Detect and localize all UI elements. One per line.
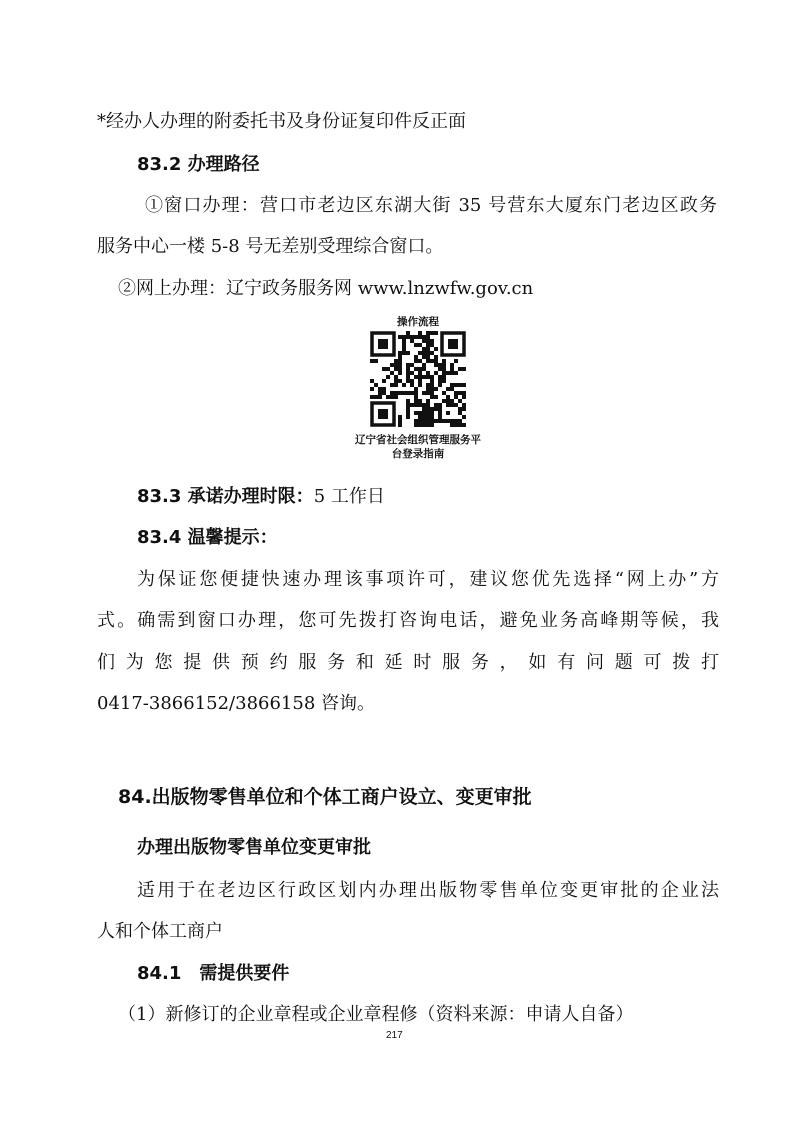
qr-module — [450, 363, 454, 367]
qr-module — [434, 363, 438, 367]
qr-module — [462, 383, 466, 387]
qr-module — [434, 331, 438, 335]
qr-module — [430, 351, 434, 355]
qr-module — [422, 351, 426, 355]
paragraph-line: 式。确需到窗口办理，您可先拨打咨询电话，避免业务高峰期等候，我 — [97, 610, 719, 631]
qr-module — [410, 339, 414, 343]
qr-module — [450, 423, 454, 427]
qr-module — [370, 359, 374, 363]
qr-module — [406, 331, 410, 335]
paragraph-line: 适用于在老边区行政区划内办理出版物零售单位变更审批的企业法 — [137, 880, 719, 901]
qr-module — [434, 355, 438, 359]
qr-module — [402, 383, 406, 387]
qr-module — [462, 395, 466, 399]
qr-module — [434, 387, 438, 391]
qr-module — [422, 339, 426, 343]
qr-module — [410, 335, 414, 339]
qr-module — [370, 379, 374, 383]
qr-code-image[interactable] — [370, 331, 466, 427]
qr-module — [450, 383, 454, 387]
qr-module — [462, 391, 466, 395]
qr-module — [454, 403, 458, 407]
qr-module — [426, 391, 430, 395]
qr-module — [426, 387, 430, 391]
qr-module — [398, 335, 402, 339]
qr-module — [422, 423, 426, 427]
qr-module — [454, 423, 458, 427]
qr-module — [442, 375, 446, 379]
qr-module — [414, 399, 418, 403]
qr-module — [450, 371, 454, 375]
qr-module — [438, 383, 442, 387]
qr-module — [434, 371, 438, 375]
section-heading-83-3 — [137, 482, 385, 508]
qr-module — [454, 391, 458, 395]
qr-module — [374, 395, 378, 399]
qr-module — [430, 387, 434, 391]
qr-module — [390, 391, 394, 395]
qr-module — [458, 383, 462, 387]
qr-module — [418, 419, 422, 423]
qr-module — [398, 379, 402, 383]
qr-module — [414, 387, 418, 391]
note-line: *经办人办理的附委托书及身份证复印件反正面 — [97, 111, 466, 132]
qr-module — [446, 371, 450, 375]
qr-module — [458, 423, 462, 427]
qr-module — [430, 415, 434, 419]
qr-module — [430, 359, 434, 363]
qr-module — [426, 375, 430, 379]
qr-module — [462, 403, 466, 407]
qr-module — [418, 351, 422, 355]
qr-module — [418, 359, 422, 363]
qr-module — [406, 335, 410, 339]
qr-module — [414, 355, 418, 359]
qr-module — [450, 403, 454, 407]
qr-module — [454, 419, 458, 423]
paragraph-line: 们为您提供预约服务和延时服务，如有问题可拨打 — [97, 652, 719, 673]
qr-module — [414, 335, 418, 339]
qr-module — [378, 391, 382, 395]
qr-module — [422, 419, 426, 423]
qr-module — [450, 399, 454, 403]
qr-module — [370, 387, 374, 391]
qr-caption — [330, 433, 506, 461]
qr-module — [426, 351, 430, 355]
qr-module — [402, 335, 406, 339]
qr-module — [442, 399, 446, 403]
qr-module — [406, 351, 410, 355]
qr-module — [418, 399, 422, 403]
qr-module — [406, 399, 410, 403]
qr-module — [418, 379, 422, 383]
qr-module — [434, 407, 438, 411]
qr-module — [430, 407, 434, 411]
qr-module — [426, 355, 430, 359]
paragraph-line: 服务中心一楼 5-8 号无差别受理综合窗口。 — [97, 236, 444, 257]
section-heading-83-2: 83.2 办理路径 — [137, 154, 260, 175]
qr-module — [442, 371, 446, 375]
qr-caption-line: 台登录指南 — [391, 448, 445, 460]
qr-module — [438, 419, 442, 423]
qr-module — [406, 367, 410, 371]
qr-module — [430, 375, 434, 379]
qr-module — [394, 391, 398, 395]
qr-module — [402, 391, 406, 395]
qr-module — [462, 367, 466, 371]
qr-module — [398, 351, 402, 355]
paragraph-line: 人和个体工商户 — [97, 921, 223, 942]
qr-module — [426, 383, 430, 387]
qr-module — [410, 391, 414, 395]
qr-module — [422, 347, 426, 351]
qr-module — [414, 391, 418, 395]
qr-module — [446, 387, 450, 391]
qr-module — [382, 387, 386, 391]
qr-module — [458, 391, 462, 395]
qr-module — [438, 415, 442, 419]
qr-caption-line: 辽宁省社会组织管理服务平 — [355, 434, 481, 446]
qr-module — [410, 379, 414, 383]
qr-module — [394, 367, 398, 371]
qr-module — [402, 347, 406, 351]
qr-module — [446, 395, 450, 399]
qr-module — [414, 359, 418, 363]
qr-module — [374, 383, 378, 387]
section-heading-84-1: 84.1 需提供要件 — [137, 963, 290, 984]
qr-module — [462, 423, 466, 427]
qr-module — [426, 407, 430, 411]
qr-module — [438, 375, 442, 379]
qr-module — [394, 395, 398, 399]
qr-module — [430, 343, 434, 347]
qr-module — [442, 359, 446, 363]
qr-module — [398, 355, 402, 359]
qr-module — [434, 419, 438, 423]
qr-module — [418, 411, 422, 415]
qr-module — [406, 379, 410, 383]
qr-module — [406, 415, 410, 419]
heading-label: 83.3 承诺办理时限： — [137, 486, 314, 507]
qr-module — [398, 359, 402, 363]
subheading-84: 办理出版物零售单位变更审批 — [137, 837, 371, 858]
qr-module — [386, 367, 390, 371]
qr-module — [382, 379, 386, 383]
qr-module — [394, 375, 398, 379]
qr-module — [434, 395, 438, 399]
qr-module — [446, 419, 450, 423]
qr-module — [462, 407, 466, 411]
qr-module — [430, 411, 434, 415]
qr-module — [430, 383, 434, 387]
qr-module — [426, 411, 430, 415]
qr-module — [426, 403, 430, 407]
qr-module — [386, 375, 390, 379]
online-service-line: ②网上办理：辽宁政务服务网 www.lnzwfw.gov.cn — [118, 278, 534, 299]
qr-module — [442, 419, 446, 423]
qr-title: 操作流程 — [397, 316, 439, 328]
qr-module — [426, 419, 430, 423]
qr-module — [462, 415, 466, 419]
qr-module — [418, 367, 422, 371]
qr-module — [446, 399, 450, 403]
qr-module — [414, 343, 418, 347]
qr-module — [398, 419, 402, 423]
qr-module — [414, 395, 418, 399]
qr-module — [438, 403, 442, 407]
qr-module — [406, 363, 410, 367]
qr-module — [402, 343, 406, 347]
qr-module — [454, 359, 458, 363]
qr-module — [458, 419, 462, 423]
qr-module — [426, 339, 430, 343]
qr-module — [434, 403, 438, 407]
qr-module — [426, 347, 430, 351]
qr-module — [374, 359, 378, 363]
qr-module — [426, 335, 430, 339]
qr-module — [398, 423, 402, 427]
page-number: 217 — [386, 1030, 403, 1041]
qr-module — [438, 379, 442, 383]
qr-module — [418, 371, 422, 375]
qr-module — [378, 395, 382, 399]
qr-module — [422, 375, 426, 379]
qr-module — [430, 423, 434, 427]
qr-module — [398, 367, 402, 371]
list-item: （1）新修订的企业章程或企业章程修（资料来源：申请人自备） — [118, 1004, 634, 1025]
qr-module — [406, 407, 410, 411]
qr-module — [422, 411, 426, 415]
qr-module — [410, 363, 414, 367]
qr-module — [418, 375, 422, 379]
qr-module — [454, 371, 458, 375]
qr-module — [414, 375, 418, 379]
qr-module — [382, 367, 386, 371]
qr-module — [398, 371, 402, 375]
qr-module — [450, 419, 454, 423]
paragraph-line: 0417-3866152/3866158 咨询。 — [97, 693, 376, 714]
qr-module — [410, 403, 414, 407]
qr-module — [418, 343, 422, 347]
paragraph-line: ①窗口办理：营口市老边区东湖大街 35 号营东大厦东门老边区政务 — [145, 195, 717, 216]
qr-module — [422, 391, 426, 395]
qr-module — [430, 391, 434, 395]
qr-module — [414, 403, 418, 407]
qr-module — [418, 423, 422, 427]
qr-module — [406, 403, 410, 407]
qr-module — [390, 363, 394, 367]
qr-module — [438, 407, 442, 411]
qr-module — [430, 339, 434, 343]
qr-module — [382, 391, 386, 395]
qr-module — [390, 383, 394, 387]
qr-module — [442, 379, 446, 383]
time-limit-value: 5 工作日 — [313, 486, 385, 507]
qr-module — [426, 415, 430, 419]
qr-module — [402, 351, 406, 355]
qr-module — [402, 339, 406, 343]
qr-module — [370, 395, 374, 399]
qr-module — [430, 419, 434, 423]
qr-module — [422, 335, 426, 339]
qr-module — [442, 391, 446, 395]
qr-module — [438, 363, 442, 367]
qr-module — [390, 395, 394, 399]
qr-module — [434, 359, 438, 363]
qr-module — [418, 403, 422, 407]
qr-module — [426, 359, 430, 363]
qr-module — [454, 383, 458, 387]
qr-module — [446, 411, 450, 415]
qr-module — [406, 375, 410, 379]
qr-module — [426, 399, 430, 403]
section-heading-83-4: 83.4 温馨提示： — [137, 527, 278, 548]
qr-module — [458, 399, 462, 403]
qr-module — [390, 371, 394, 375]
qr-module — [414, 411, 418, 415]
qr-module — [426, 423, 430, 427]
qr-module — [422, 415, 426, 419]
qr-module — [406, 391, 410, 395]
qr-module — [438, 411, 442, 415]
qr-module — [410, 383, 414, 387]
qr-module — [458, 411, 462, 415]
qr-module — [442, 367, 446, 371]
qr-module — [418, 331, 422, 335]
qr-module — [430, 395, 434, 399]
qr-module — [454, 395, 458, 399]
qr-module — [410, 371, 414, 375]
paragraph-line: 为保证您便捷快速办理该事项许可，建议您优先选择“网上办”方 — [137, 569, 719, 590]
qr-module — [438, 367, 442, 371]
qr-module — [442, 363, 446, 367]
qr-module — [418, 335, 422, 339]
qr-module — [394, 379, 398, 383]
qr-module — [430, 331, 434, 335]
qr-module — [394, 359, 398, 363]
qr-module — [426, 331, 430, 335]
qr-module — [414, 423, 418, 427]
qr-module — [378, 387, 382, 391]
qr-module — [398, 391, 402, 395]
qr-module — [414, 419, 418, 423]
qr-module — [386, 395, 390, 399]
qr-module — [394, 363, 398, 367]
qr-module — [450, 387, 454, 391]
qr-module — [394, 383, 398, 387]
qr-module — [426, 343, 430, 347]
qr-module — [422, 403, 426, 407]
qr-module — [398, 415, 402, 419]
qr-module — [450, 367, 454, 371]
qr-module — [418, 383, 422, 387]
qr-module — [414, 367, 418, 371]
qr-module — [422, 355, 426, 359]
qr-module — [406, 411, 410, 415]
qr-module — [446, 403, 450, 407]
qr-module — [458, 407, 462, 411]
qr-module — [430, 379, 434, 383]
qr-module — [422, 407, 426, 411]
qr-module — [398, 363, 402, 367]
qr-module — [422, 367, 426, 371]
qr-module — [418, 415, 422, 419]
qr-module — [434, 347, 438, 351]
qr-module — [406, 371, 410, 375]
qr-module — [426, 371, 430, 375]
qr-module — [458, 367, 462, 371]
section-heading-84: 84.出版物零售单位和个体工商户设立、变更审批 — [118, 786, 532, 808]
qr-module — [422, 363, 426, 367]
